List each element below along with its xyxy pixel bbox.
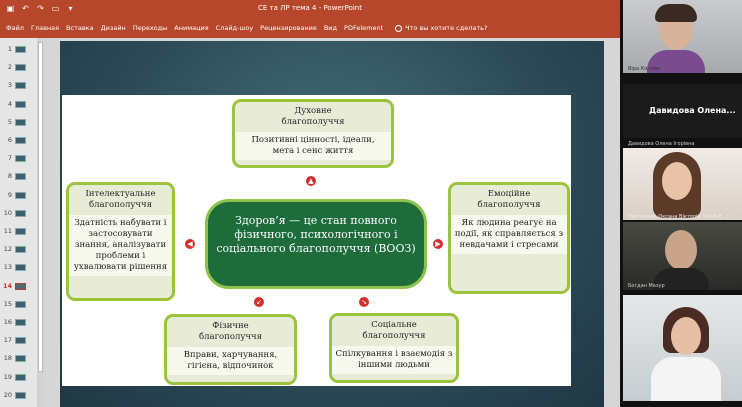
tab-design[interactable]: Дизайн xyxy=(100,24,126,32)
slide-thumbnail-image xyxy=(15,283,26,290)
health-definition-box: Здоров’я — це стан повного фізичного, психологічного і соціального благополуччя (ВООЗ) xyxy=(205,199,427,289)
spiritual-title: Духовне благополуччя xyxy=(281,106,345,127)
slide-thumbnail[interactable] xyxy=(0,352,36,365)
arrow-down-right-icon: ↘ xyxy=(358,296,370,308)
slide-thumbnail[interactable] xyxy=(0,334,36,347)
participant-display-name: Давидова Олена... xyxy=(649,106,736,115)
tell-me-search[interactable] xyxy=(395,24,487,32)
slide-thumbnail[interactable] xyxy=(0,170,36,183)
physical-title: Фізичне благополуччя xyxy=(199,321,262,342)
slide-number: 1 xyxy=(7,45,12,53)
slide-thumbnail[interactable] xyxy=(0,116,36,129)
spiritual-body: Позитивні цінності, ідеали, мета і сенс життя xyxy=(235,132,391,160)
slide-thumbnail[interactable] xyxy=(0,225,36,238)
present-icon[interactable]: ▭ xyxy=(51,3,60,13)
slide-thumbnail-image xyxy=(15,101,26,108)
slide-thumbnail[interactable] xyxy=(0,43,36,56)
customize-icon[interactable]: ▾ xyxy=(68,3,73,13)
tab-review[interactable]: Рецензирование xyxy=(260,24,317,32)
slide-number: 2 xyxy=(7,63,12,72)
social-title: Соціальне благополуччя xyxy=(362,320,426,341)
slide-thumbnail[interactable] xyxy=(0,98,36,111)
slide-thumbnail-image xyxy=(15,301,26,308)
slide-number: 7 xyxy=(7,154,12,163)
participant-name: Богдан Мазур xyxy=(628,283,665,289)
slide-diagram-panel xyxy=(62,95,571,386)
participant-name: Давидова Олена Ігорівна xyxy=(628,141,695,147)
arrow-right-icon: ▶ xyxy=(432,238,444,250)
slide-thumbnail-image xyxy=(15,82,26,89)
participant-body xyxy=(651,357,721,401)
slide-thumbnail[interactable] xyxy=(0,280,36,293)
slide-thumbnail[interactable] xyxy=(0,189,36,202)
intellectual-body: Здатність набувати і застосовувати знання, аналізувати проблеми і ухвалювати рішення xyxy=(69,215,172,276)
tab-animations[interactable]: Анимация xyxy=(174,24,209,32)
video-tile[interactable] xyxy=(623,0,742,73)
slide-number: 17 xyxy=(3,336,12,345)
slide-number: 6 xyxy=(7,136,12,144)
spiritual-wellbeing-box xyxy=(232,99,394,168)
scrollbar-thumb[interactable] xyxy=(38,42,43,372)
slide-thumbnail-image xyxy=(15,173,26,180)
arrow-up-icon: ▲ xyxy=(305,175,317,187)
social-body: Спілкування і взаємодія з іншими людьми xyxy=(332,346,456,374)
slide-number: 15 xyxy=(3,299,12,308)
undo-icon[interactable]: ↶ xyxy=(22,3,29,13)
slide-number: 12 xyxy=(3,245,12,254)
slide-thumbnail[interactable] xyxy=(0,134,36,147)
slide-number: 19 xyxy=(3,372,12,381)
intellectual-title: Інтелектуальне благополуччя xyxy=(85,189,156,210)
slide-thumbnails-pane xyxy=(0,38,44,407)
arrow-left-icon: ◀ xyxy=(184,238,196,250)
ribbon-tabs xyxy=(0,18,620,38)
physical-body: Вправи, харчування, гігієна, відпочинок xyxy=(167,347,294,375)
slide-number: 20 xyxy=(3,390,12,399)
slide-number: 18 xyxy=(3,354,12,363)
slide-thumbnail-image xyxy=(15,137,26,144)
slide-thumbnail[interactable] xyxy=(0,371,36,384)
tab-pdfelement[interactable]: PDFelement xyxy=(344,24,384,32)
slide-number: 14 xyxy=(2,281,12,290)
tab-home[interactable]: Главная xyxy=(30,24,60,32)
slide-thumbnail-image xyxy=(15,337,26,344)
slide-thumbnail-image xyxy=(15,155,26,162)
video-call-panel xyxy=(620,0,742,407)
title-bar xyxy=(0,0,620,18)
thumbnails-scrollbar[interactable] xyxy=(37,38,44,407)
slide-number: 11 xyxy=(3,227,12,235)
slide-thumbnail-image xyxy=(15,119,26,126)
intellectual-wellbeing-box xyxy=(66,182,175,301)
slide-editing-area xyxy=(44,38,620,407)
participant-name: Прилуцька Оксана Вікторів (Ол.Буб...) xyxy=(628,214,729,220)
slide-thumbnail[interactable] xyxy=(0,207,36,220)
video-tile[interactable] xyxy=(623,84,742,138)
physical-wellbeing-box xyxy=(164,314,297,385)
lightbulb-icon xyxy=(395,25,402,32)
video-tile[interactable] xyxy=(623,295,742,401)
slide-thumbnail-image xyxy=(15,210,26,217)
slide-thumbnail[interactable] xyxy=(0,243,36,256)
participant-face xyxy=(671,317,701,355)
slide-thumbnail[interactable] xyxy=(0,61,36,74)
video-tile[interactable] xyxy=(623,148,742,220)
slide-thumbnail-image xyxy=(15,264,26,271)
arrow-down-left-icon: ↙ xyxy=(253,296,265,308)
slide-number: 13 xyxy=(3,263,12,272)
tell-me-text: Что вы хотите сделать? xyxy=(405,24,488,32)
emotional-body: Як людина реагує на події, як справляється з невдачами і стресами xyxy=(451,215,567,254)
redo-icon[interactable]: ↷ xyxy=(37,3,44,13)
slide-number: 8 xyxy=(7,172,12,181)
slide-number: 3 xyxy=(7,81,12,90)
tab-insert[interactable]: Вставка xyxy=(66,24,94,32)
slide-thumbnail-image xyxy=(15,246,26,253)
participant-face xyxy=(665,230,697,270)
video-tile[interactable] xyxy=(623,222,742,290)
slide-thumbnail[interactable] xyxy=(0,298,36,311)
tab-slideshow[interactable]: Слайд-шоу xyxy=(215,24,254,32)
emotional-title: Емоційне благополуччя xyxy=(477,189,541,210)
slide-thumbnail[interactable] xyxy=(0,316,36,329)
slide-number: 9 xyxy=(7,190,12,199)
slide-number: 5 xyxy=(7,117,12,126)
tab-transitions[interactable]: Переходы xyxy=(132,24,168,32)
window-title: СЕ та ЛР тема 4 - PowerPoint xyxy=(258,4,362,12)
tab-file[interactable]: Файл xyxy=(6,24,24,32)
save-icon[interactable]: ▣ xyxy=(6,3,15,13)
slide-number: 10 xyxy=(3,208,12,217)
slide-canvas[interactable] xyxy=(60,41,604,407)
slide-thumbnail[interactable] xyxy=(0,79,36,92)
slide-thumbnail[interactable] xyxy=(0,389,36,402)
emotional-wellbeing-box xyxy=(448,182,570,294)
slide-thumbnail[interactable] xyxy=(0,261,36,274)
slide-thumbnail-image xyxy=(15,64,26,71)
slide-thumbnail-image xyxy=(15,228,26,235)
slide-thumbnail-image xyxy=(15,46,26,53)
participant-face xyxy=(662,162,692,200)
participant-name: Віра Костюк xyxy=(628,66,661,72)
slide-thumbnail-image xyxy=(15,192,26,199)
social-wellbeing-box xyxy=(329,313,459,383)
tab-view[interactable]: Вид xyxy=(323,24,338,32)
slide-number: 4 xyxy=(7,99,12,108)
slide-thumbnail-image xyxy=(15,374,26,381)
slide-thumbnail-image xyxy=(15,392,26,399)
slide-number: 16 xyxy=(3,318,12,326)
slide-thumbnail-image xyxy=(15,319,26,326)
slide-thumbnail[interactable] xyxy=(0,152,36,165)
slide-thumbnail-image xyxy=(15,355,26,362)
participant-hair xyxy=(655,4,697,22)
